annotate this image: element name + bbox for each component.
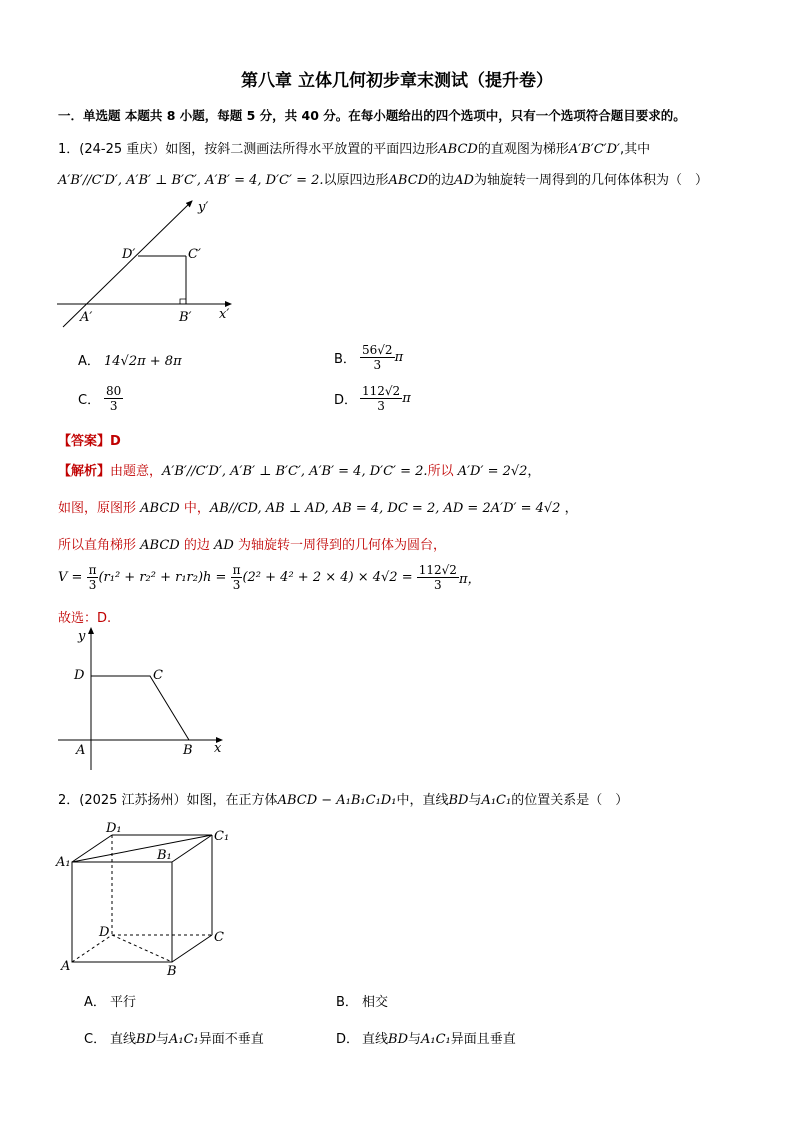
- cube-front-face: [72, 862, 172, 962]
- answer-line: [58, 430, 121, 449]
- q2-option-c-m1: BD: [136, 1032, 156, 1047]
- q1-stem-mid: 的直观图为梯形: [477, 142, 569, 157]
- option-a-label: A．: [78, 354, 100, 369]
- option-b-label: B．: [334, 352, 356, 367]
- option-d-num: 112√2: [362, 384, 401, 398]
- answer-value: D: [110, 434, 121, 449]
- q1-line2-math2: ABCD: [388, 173, 429, 188]
- analysis-line2: [58, 497, 578, 516]
- q1-option-d[interactable]: [334, 384, 411, 413]
- q2-option-a-label: A．: [84, 995, 106, 1010]
- analysis-text2: 所以: [427, 464, 454, 479]
- cube-label-c1: C₁: [214, 829, 230, 844]
- option-a-value: 14√2π + 8π: [104, 354, 182, 369]
- fig2-label-d: D: [74, 668, 85, 683]
- q2-option-d-mid: 与: [408, 1032, 422, 1047]
- page-title: 第八章 立体几何初步章末测试（提升卷）: [241, 71, 553, 91]
- q2-stem: [58, 789, 628, 808]
- option-b-den: 3: [373, 358, 382, 372]
- cube-label-a: A: [61, 959, 71, 974]
- q1-stem-end: ,其中: [619, 142, 651, 157]
- option-d-label: D．: [334, 393, 358, 408]
- edge-bc: [172, 935, 212, 962]
- cube-label-d1: D₁: [106, 821, 122, 836]
- q2-option-b[interactable]: [336, 991, 388, 1010]
- option-b-num: 56√2: [362, 343, 393, 357]
- vol-frac2-den: 3: [232, 578, 241, 592]
- q1-conditions: A′B′//C′D′, A′B′ ⊥ B′C′, A′B′ = 4, D′C′ = 2.: [58, 173, 324, 188]
- analysis2-text1: 如图，原图形: [58, 501, 137, 516]
- label-b: B′: [179, 310, 192, 325]
- diagonal-a1c1: [72, 835, 212, 862]
- q1-option-b[interactable]: [334, 343, 403, 372]
- q1-line1: [58, 138, 650, 157]
- fig2-label-b: B: [183, 743, 193, 758]
- analysis-label: 【解析】: [58, 464, 111, 479]
- option-c-num: 80: [106, 384, 122, 398]
- q1-stem-prefix: 1．(24-25 重庆）如图，按斜二测画法所得水平放置的平面四边形: [58, 142, 439, 157]
- fig2-label-y: y: [78, 629, 86, 644]
- y-axis: [63, 201, 192, 327]
- vol-frac1: [87, 563, 99, 592]
- vol-frac1-den: 3: [88, 578, 97, 592]
- vol-frac3-den: 3: [434, 578, 442, 592]
- q1-original-figure: [58, 624, 238, 774]
- choose-line: 故选：D.: [58, 611, 112, 626]
- q2-cube-figure: [55, 820, 240, 980]
- analysis3-text2: 的边: [183, 538, 210, 553]
- analysis2-end: ，: [564, 501, 578, 516]
- q2-option-d-post: 异面且垂直: [450, 1032, 516, 1047]
- label-d: D′: [122, 247, 136, 262]
- vol-mid2: (2² + 4² + 2 × 4) × 4√2 =: [242, 570, 413, 585]
- analysis2-text2: 中，: [183, 501, 210, 516]
- analysis2-math2: AB//CD, AB ⊥ AD, AB = 4, DC = 2, AD = 2A′D′ = 4√2: [209, 501, 561, 516]
- option-c-label: C．: [78, 393, 101, 408]
- analysis-text1: 由题意，: [110, 464, 163, 479]
- q2-option-c-m2: A₁C₁: [169, 1032, 199, 1047]
- fig2-trapezoid: [91, 676, 189, 740]
- hidden-diagonal-bd: [112, 935, 172, 962]
- q1-line2: [58, 169, 708, 188]
- option-b-pi: π: [394, 350, 404, 365]
- analysis3-math2: AD: [214, 538, 234, 553]
- q2-option-d-pre: 直线: [362, 1032, 389, 1047]
- option-b-fraction: [360, 343, 395, 372]
- q2-math-cube: ABCD − A₁B₁C₁D₁: [277, 793, 397, 808]
- analysis2-math1: ABCD: [140, 501, 180, 516]
- analysis3-text1: 所以直角梯形: [58, 538, 137, 553]
- option-c-den: 3: [109, 399, 118, 413]
- fig2-label-x: x: [214, 741, 222, 756]
- q1-math-trapezoid: A′B′C′D′: [568, 142, 620, 157]
- q2-option-a-text: 平行: [110, 995, 137, 1010]
- analysis-line1: [58, 460, 540, 479]
- vol-tail: π，: [458, 572, 481, 587]
- q2-mid2: 与: [468, 793, 482, 808]
- q1-line2-text3: 为轴旋转一周得到的几何体体积为（ ）: [473, 173, 708, 188]
- vol-frac2: [231, 563, 243, 592]
- label-a: A′: [80, 310, 93, 325]
- option-c-fraction: [104, 384, 123, 413]
- vol-v: V =: [58, 570, 83, 585]
- cube-label-c: C: [214, 930, 224, 945]
- q1-option-c[interactable]: [78, 384, 123, 413]
- q2-option-a[interactable]: [84, 991, 136, 1010]
- vol-frac2-num: π: [232, 563, 241, 577]
- q2-option-d[interactable]: [336, 1028, 516, 1047]
- vol-frac3: [417, 563, 459, 592]
- q1-line2-math3: AD: [454, 173, 474, 188]
- q2-option-c[interactable]: [84, 1028, 264, 1047]
- q1-oblique-figure: [55, 196, 245, 336]
- cube-label-d: D: [99, 925, 110, 940]
- q2-option-b-label: B．: [336, 995, 358, 1010]
- option-d-den: 3: [377, 399, 385, 413]
- q2-option-c-label: C．: [84, 1032, 107, 1047]
- q2-prefix: 2．(2025 江苏扬州）如图，在正方体: [58, 793, 278, 808]
- q2-option-d-m2: A₁C₁: [421, 1032, 451, 1047]
- vol-frac3-num: 112√2: [418, 563, 457, 577]
- q1-option-a[interactable]: [78, 350, 182, 369]
- option-d-fraction: [360, 384, 402, 413]
- q2-option-c-pre: 直线: [110, 1032, 137, 1047]
- label-x: x′: [219, 307, 230, 322]
- option-d-pi: π: [402, 391, 411, 406]
- q1-line2-text2: 的边: [428, 173, 455, 188]
- analysis-line3: [58, 534, 446, 553]
- analysis3-math1: ABCD: [140, 538, 180, 553]
- q2-option-d-label: D．: [336, 1032, 360, 1047]
- q2-option-d-m1: BD: [388, 1032, 408, 1047]
- fig2-label-a: A: [76, 743, 86, 758]
- fig2-label-c: C: [153, 668, 163, 683]
- right-angle-mark: [180, 299, 186, 304]
- cube-label-b1: B₁: [157, 848, 172, 863]
- vol-mid1: (r₁² + r₂² + r₁r₂)h =: [98, 570, 227, 585]
- analysis3-text3: 为轴旋转一周得到的几何体为圆台，: [237, 538, 446, 553]
- analysis-end1: ，: [527, 464, 541, 479]
- label-c: C′: [188, 247, 201, 262]
- q1-line2-text1: 以原四边形: [323, 173, 389, 188]
- q2-option-b-text: 相交: [362, 995, 389, 1010]
- q2-mid: 中，直线: [396, 793, 449, 808]
- answer-label: 【答案】: [58, 434, 111, 449]
- section-heading: 一．单选题 本题共 8 小题，每题 5 分，共 40 分。在每小题给出的四个选项中，只有一个选项符合题目要求的。: [58, 108, 686, 123]
- q2-math-a1c1: A₁C₁: [481, 793, 512, 808]
- q2-end: 的位置关系是（ ）: [511, 793, 629, 808]
- analysis-math1: A′B′//C′D′, A′B′ ⊥ B′C′, A′B′ = 4, D′C′ = 2.: [162, 464, 428, 479]
- cube-label-b: B: [167, 964, 177, 979]
- q2-option-c-mid: 与: [156, 1032, 170, 1047]
- q2-option-c-post: 异面不垂直: [198, 1032, 264, 1047]
- cube-label-a1: A₁: [56, 855, 71, 870]
- q2-math-bd: BD: [448, 793, 469, 808]
- vol-frac1-num: π: [88, 563, 97, 577]
- volume-formula: [58, 563, 480, 592]
- analysis-math2: A′D′ = 2√2: [457, 464, 528, 479]
- q1-math-abcd: ABCD: [438, 142, 478, 157]
- label-y: y′: [198, 200, 209, 215]
